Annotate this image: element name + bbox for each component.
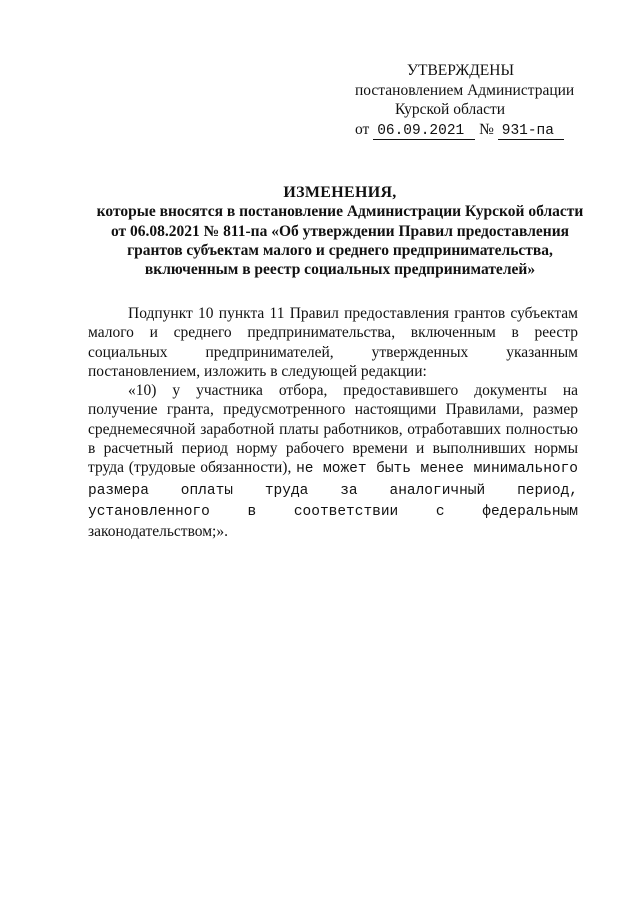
approval-region: Курской области bbox=[395, 101, 506, 118]
document-body bbox=[88, 304, 578, 542]
title-line-4: включенным в реестр социальных предпринимателей» bbox=[144, 261, 536, 279]
title-line-1: которые вносятся в постановление Администрации Курской области bbox=[96, 203, 584, 221]
body-paragraph-1: Подпункт 10 пункта 11 Правил предоставления грантов субъектам малого и среднего предпринимательства, включенным в реестр социальных предпринимателей, утвержденных указанным постановлением, изложить в следующей редакции: bbox=[88, 305, 578, 380]
approved-label: УТВЕРЖДЕНЫ bbox=[407, 62, 514, 79]
approval-stamp bbox=[355, 61, 585, 140]
from-label: от bbox=[355, 120, 370, 138]
approval-number: 931-па bbox=[498, 123, 564, 140]
number-label: № bbox=[479, 120, 494, 138]
title-line-3: грантов субъектам малого и среднего предпринимательства, bbox=[127, 241, 553, 259]
title-line-2: от 06.08.2021 № 811-па «Об утверждении Правил предоставления bbox=[110, 222, 570, 240]
approval-date-number bbox=[355, 120, 585, 140]
quote-start: «10) у участника отбора, предоставившего документы на получение гранта, предусмотренного настоящими Правилами, размер среднемесячной заработной платы работников, отработавших полностью в расчетный период норму рабочего времени и выполнивших нормы труда (трудовые обязанности), bbox=[88, 382, 578, 477]
document-title bbox=[80, 183, 600, 279]
title-heading: ИЗМЕНЕНИЯ, bbox=[283, 184, 397, 201]
body-paragraph-quote bbox=[88, 381, 578, 541]
approval-date: 06.09.2021 bbox=[373, 123, 475, 140]
quote-mono: не может быть менее минимального размера оплаты труда за аналогичный период, установленного в соответствии с федеральным bbox=[88, 461, 578, 520]
quote-end: законодательством;». bbox=[88, 523, 228, 541]
approval-issuer: постановлением Администрации bbox=[355, 81, 575, 99]
